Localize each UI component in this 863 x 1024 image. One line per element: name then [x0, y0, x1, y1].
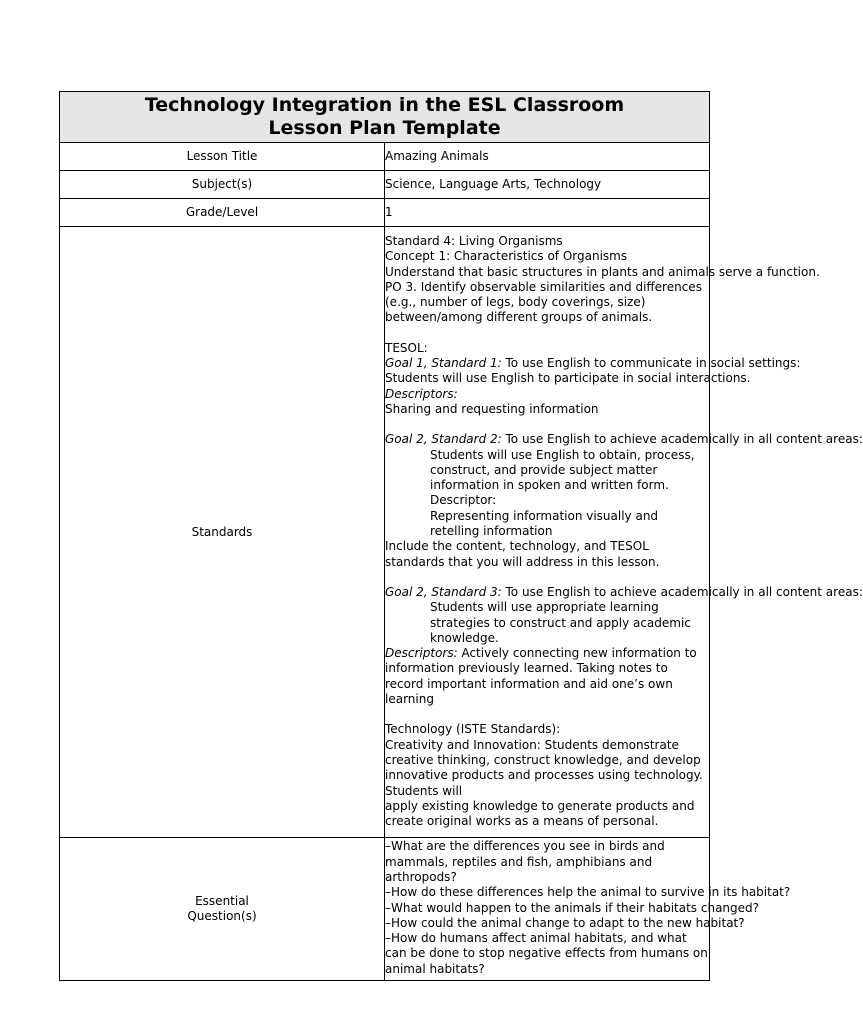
include-note: Include the content, technology, and TESOL standards that you will address in this lesson.	[385, 539, 660, 569]
science-concept: Concept 1: Characteristics of Organisms	[385, 249, 628, 264]
science-po: PO 3. Identify observable similarities and differences (e.g., number of legs, body coverings, size) between/among different groups of animals.	[385, 279, 702, 325]
essential-questions-value	[385, 838, 791, 981]
tesol-goal2	[385, 432, 863, 447]
technology-text: Creativity and Innovation: Students demonstrate creative thinking, construct knowledge, and develop innovative products and processes using technology.	[385, 737, 703, 783]
question-4: –How could the animal change to adapt to the new habitat?	[385, 915, 745, 930]
question-3: –What would happen to the animals if their habitats changed?	[385, 900, 760, 915]
standards-value	[385, 227, 863, 838]
tesol-heading: TESOL:	[385, 340, 428, 355]
tesol-goal1-desc-label: Descriptors:	[385, 386, 458, 401]
tesol-goal1	[385, 356, 801, 371]
title-line-2: Lesson Plan Template	[268, 117, 501, 139]
technology-heading: Technology (ISTE Standards):	[385, 722, 561, 737]
tesol-goal1-text: To use English to communicate in social settings:	[501, 356, 801, 371]
essential-questions-row	[60, 838, 710, 981]
subjects-row	[60, 171, 710, 199]
tesol-goal3-text: To use English to achieve academically in all content areas:	[501, 584, 863, 599]
technology-apply: apply existing knowledge to generate products and create original works as a means of personal.	[385, 798, 695, 829]
science-understand: Understand that basic structures in plants and animals serve a function.	[385, 264, 820, 279]
question-1: –What are the differences you see in birds and mammals, reptiles and fish, amphibians and arthropods?	[385, 839, 665, 884]
tesol-goal2-sub2: Representing information visually and retelling information	[430, 508, 659, 539]
tesol-goal2-sub: Students will use English to obtain, process, construct, and provide subject matter information in spoken and written form. Descriptor:	[430, 447, 695, 508]
question-5: –How do humans affect animal habitats, and what can be done to stop negative effects from humans on animal habitats?	[385, 931, 708, 976]
tesol-goal3-desc: Descriptors: Actively connecting new information to information previously learned. Taking notes to record important information and aid one’s own learning	[385, 646, 697, 707]
tesol-goal3-sub: Students will use appropriate learning strategies to construct and apply academic knowledge.	[430, 600, 691, 645]
tesol-goal1-desc: Sharing and requesting information	[385, 401, 599, 416]
essential-questions-label: Essential Question(s)	[60, 838, 385, 981]
science-standard: Standard 4: Living Organisms	[385, 234, 563, 248]
tesol-goal3	[385, 584, 863, 600]
tesol-goal1-label: Goal 1, Standard 1:	[385, 356, 502, 371]
standards-row	[60, 227, 710, 838]
tesol-goal2-text: To use English to achieve academically in all content areas:	[501, 432, 863, 447]
grade-row	[60, 199, 710, 227]
grade-value: 1	[385, 199, 710, 227]
tesol-goal2-label: Goal 2, Standard 2:	[385, 432, 502, 447]
lesson-title-row	[60, 143, 710, 171]
technology-students: Students will	[385, 783, 463, 798]
question-2: –How do these differences help the animal to survive in its habitat?	[385, 885, 791, 900]
subjects-label: Subject(s)	[60, 171, 385, 199]
subjects-value: Science, Language Arts, Technology	[385, 171, 710, 199]
lesson-plan-table	[59, 91, 863, 981]
tesol-goal1-sub: Students will use English to participate in social interactions.	[385, 371, 751, 386]
title-line-1: Technology Integration in the ESL Classroom	[144, 94, 625, 116]
grade-label: Grade/Level	[60, 199, 385, 227]
tesol-goal3-label: Goal 2, Standard 3:	[385, 584, 502, 599]
standards-label: Standards	[60, 227, 385, 838]
lesson-title-value: Amazing Animals	[385, 143, 710, 171]
title-row	[60, 92, 710, 143]
document-title	[60, 92, 710, 143]
lesson-title-label: Lesson Title	[60, 143, 385, 171]
